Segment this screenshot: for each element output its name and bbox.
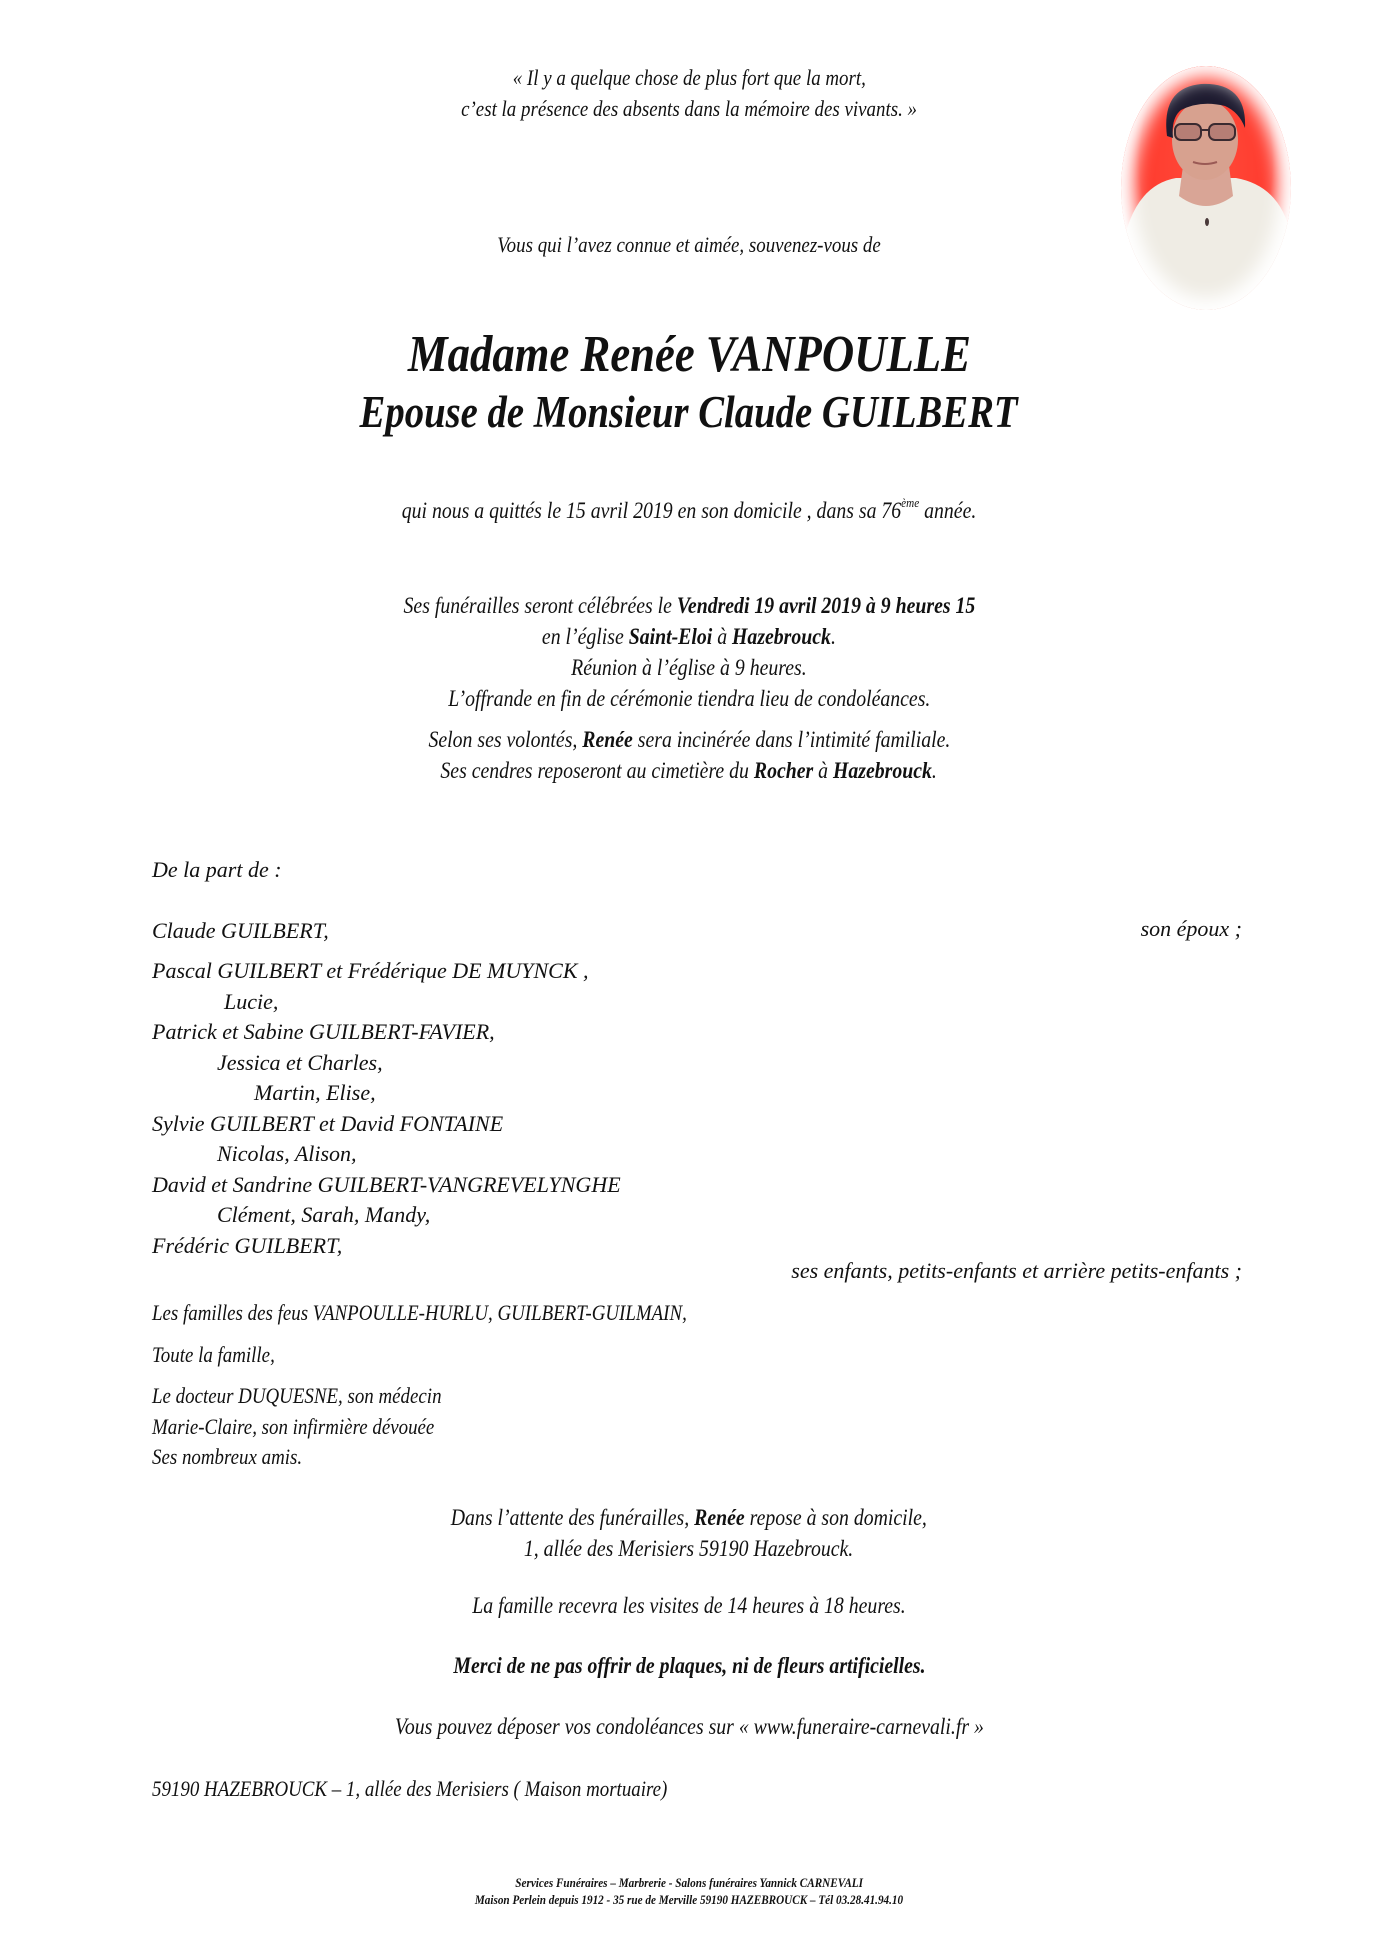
family-line: Patrick et Sabine GUILBERT-FAVIER, [152,1019,495,1044]
portrait-photo [1121,66,1291,310]
relation-spouse: son époux ; [1140,916,1242,941]
funeral-date: Vendredi 19 avril 2019 à 9 heures 15 [676,593,975,618]
quote-line-1: « Il y a quelque chose de plus fort que la mort, [512,65,866,90]
death-announcement: qui nous a quittés le 15 avril 2019 en son domicile , dans sa 76ème année. [401,495,977,523]
family-line: Pascal GUILBERT et Frédérique DE MUYNCK , [152,958,589,983]
family-line: Martin, Elise, [254,1080,376,1105]
meeting-time: Réunion à l’église à 9 heures. [571,655,807,680]
family-line: Lucie, [224,988,279,1014]
no-flowers-note: Merci de ne pas offrir de plaques, ni de fleurs artificielles. [452,1653,926,1678]
cemetery-name: Rocher [754,758,814,783]
extended-families: Les familles des feus VANPOULLE-HURLU, GUILBERT-GUILMAIN, [152,1300,687,1325]
family-line: Sylvie GUILBERT et David FONTAINE [152,1110,504,1136]
footer-line-1: Services Funéraires – Marbrerie - Salons funéraires Yannick CARNEVALI [515,1875,863,1890]
condolences-website: Vous pouvez déposer vos condoléances sur « www.funeraire-carnevali.fr » [394,1714,984,1739]
ordinal-superscript: ème [901,495,920,510]
church-name: Saint-Eloi [628,624,713,649]
footer-line-2: Maison Perlein depuis 1912 - 35 rue de Merville 59190 HAZEBROUCK – Tél 03.28.41.94.10 [474,1892,904,1907]
quote-line-2: c’est la présence des absents dans la mémoire des vivants. » [461,96,917,121]
visiting-hours: La famille recevra les visites de 14 heures à 18 heures. [472,1593,906,1618]
home-address: 1, allée des Merisiers 59190 Hazebrouck. [524,1536,854,1561]
family-spouse: Claude GUILBERT, [152,918,329,943]
spouse-line: Epouse de Monsieur Claude GUILBERT [359,387,1019,437]
funeral-home-address: 59190 HAZEBROUCK – 1, allée des Merisiers ( Maison mortuaire) [152,1776,668,1801]
intro-text: Vous qui l’avez connue et aimée, souvenez-vous de [497,232,881,257]
vigil-details: Dans l’attente des funérailles, Renée repose à son domicile, 1, allée des Merisiers 59190 Hazebrouck. [0,1502,1378,1564]
family-line: Jessica et Charles, [217,1049,383,1075]
family-line: Nicolas, Alison, [217,1141,357,1166]
children-list [152,956,621,1261]
other-mourners: Le docteur DUQUESNE, son médecin Marie-Claire, son infirmière dévouée Ses nombreux amis. [152,1383,442,1469]
footer-funeral-services [0,1874,1378,1908]
relation-children: ses enfants, petits-enfants et arrière petits-enfants ; [791,1258,1242,1283]
family-line: David et Sandrine GUILBERT-VANGREVELYNGHE [152,1171,621,1197]
from-label: De la part de : [152,857,282,882]
family-line: Frédéric GUILBERT, [152,1232,343,1258]
offering-note: L’offrande en fin de cérémonie tiendra lieu de condoléances. [447,686,931,711]
family-line: Clément, Sarah, Mandy, [217,1202,431,1227]
funeral-details: Ses funérailles seront célébrées le Vendredi 19 avril 2019 à 9 heures 15 en l’église Saint-Eloi à Hazebrouck. Réunion à l’église à 9 heures. L’offrande en fin de cérémonie tiendra lieu de condoléances. [0,590,1378,714]
cremation-details: Selon ses volontés, Renée sera incinérée dans l’intimité familiale. Ses cendres reposeront au cimetière du Rocher à Hazebrouck. [428,727,950,783]
whole-family: Toute la famille, [152,1342,275,1367]
city-name: Hazebrouck [732,624,832,649]
deceased-name: Madame Renée VANPOULLE [407,326,971,383]
